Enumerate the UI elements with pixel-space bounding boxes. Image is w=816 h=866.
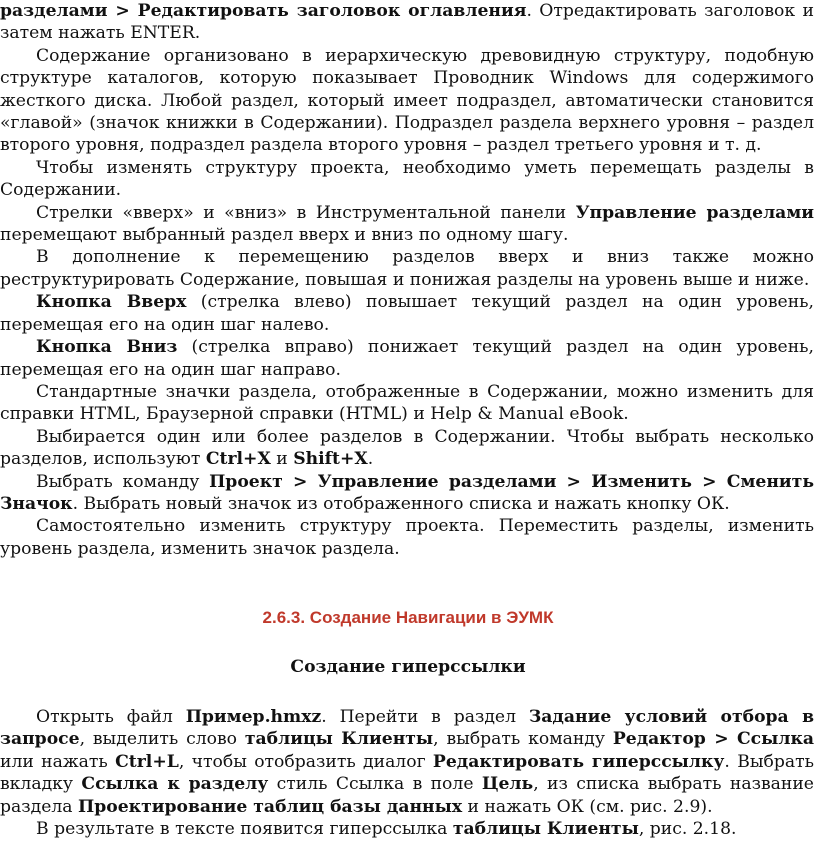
text-run: Самостоятельно изменить структуру проекта. Переместить разделы, изменить уровень раздела, изменить значок раздела. bbox=[0, 516, 814, 559]
text-run: Стандартные значки раздела, отображенные в Содержании, можно изменить для справки HTML, Браузерной справки (HTML) и Help & Manual eBook. bbox=[0, 381, 814, 425]
paragraph bbox=[0, 291, 816, 336]
text-run: Содержание организовано в иерархическую древовидную структуру, подобную структуре каталогов, которую показывает Проводник Windows для содержимого жесткого диска. Любой раздел, который имеет подраздел, автоматически становится «главой» (значок книжки в Содержании). Подраздел раздела верхнего уровня – раздел второго уровня, подраздел раздела второго уровня – раздел третьего уровня и т. д. bbox=[0, 45, 814, 156]
bold-text: Редактировать гиперссылку bbox=[432, 751, 725, 772]
bold-text: Ctrl+L bbox=[115, 751, 179, 772]
text-run: Открыть файл bbox=[36, 707, 186, 727]
text-run: (стрелка вправо) понижает текущий раздел на один уровень, перемещая его на один шаг направо. bbox=[0, 337, 814, 380]
text-run: Выбирается один или более разделов в Содержании. Чтобы выбрать несколько разделов, используют bbox=[0, 426, 814, 470]
text-run: , из списка выбрать название раздела bbox=[0, 774, 814, 817]
bold-text: Проект > Управление разделами > Изменить > Сменить Значок bbox=[0, 471, 814, 514]
paragraph bbox=[0, 818, 816, 840]
section-heading: 2.6.3. Создание Навигации в ЭУМК bbox=[262, 608, 554, 627]
bold-text: Задание условий отбора в запросе bbox=[0, 707, 815, 750]
bold-text: Цель bbox=[481, 774, 534, 795]
text-run: перемещают выбранный раздел вверх и вниз по одному шагу. bbox=[0, 225, 569, 246]
text-run: , выделить слово bbox=[79, 729, 245, 750]
text-run: Выбрать команду bbox=[36, 471, 210, 492]
bold-text: Кнопка Вниз bbox=[36, 337, 178, 358]
text-run: стиль Ссылка в поле bbox=[268, 774, 482, 795]
text-run: и нажать ОК (см. рис. 2.9). bbox=[462, 796, 713, 817]
text-run: , выбрать команду bbox=[433, 729, 613, 750]
text-run: . Перейти в раздел bbox=[321, 707, 529, 727]
paragraph bbox=[0, 45, 816, 157]
text-run: . Выбрать вкладку bbox=[0, 751, 814, 795]
text-run: . bbox=[367, 449, 374, 470]
paragraph bbox=[0, 0, 816, 45]
bold-text: таблицы Клиенты bbox=[244, 729, 434, 750]
paragraph bbox=[0, 246, 816, 291]
paragraph bbox=[0, 381, 816, 426]
bold-text: Shift+X bbox=[293, 449, 368, 470]
bold-text: Кнопка Вверх bbox=[36, 292, 187, 313]
text-run: В результате в тексте появится гиперссылка bbox=[36, 819, 453, 840]
bold-text: Ctrl+X bbox=[205, 449, 271, 470]
paragraph bbox=[0, 471, 816, 516]
text-block-bottom bbox=[0, 706, 816, 840]
bold-text: Пример.hmxz bbox=[185, 707, 322, 727]
paragraph bbox=[0, 706, 816, 818]
paragraph bbox=[0, 515, 816, 560]
bold-text: Редактор > Ссылка bbox=[612, 729, 814, 750]
text-run: В дополнение к перемещению разделов вверх и вниз также можно реструктурировать Содержание, повышая и понижая разделы на уровень выше и ниже. bbox=[0, 247, 814, 290]
bold-text: Управление разделами bbox=[575, 202, 814, 223]
text-run: или нажать bbox=[0, 751, 116, 772]
text-run: и bbox=[270, 449, 294, 470]
bold-text: Ссылка к разделу bbox=[81, 774, 269, 795]
bold-text: таблицы Клиенты bbox=[452, 819, 639, 840]
paragraph bbox=[0, 336, 816, 381]
bold-text: Проектирование таблиц базы данных bbox=[78, 796, 463, 817]
text-run: Стрелки «вверх» и «вниз» в Инструментальной панели bbox=[36, 202, 576, 223]
paragraph bbox=[0, 157, 816, 202]
text-run: . Отредактировать заголовок и затем нажать ENTER. bbox=[0, 1, 815, 44]
subheading: Создание гиперссылки bbox=[290, 657, 526, 677]
text-run: . Выбрать новый значок из отображенного списка и нажать кнопку ОК. bbox=[72, 493, 730, 514]
paragraph bbox=[0, 202, 816, 247]
text-run: Чтобы изменять структуру проекта, необходимо уметь перемещать разделы в Содержании. bbox=[0, 157, 814, 201]
text-run: (стрелка влево) повышает текущий раздел на один уровень, перемещая его на один шаг налево. bbox=[0, 292, 814, 335]
bold-text: разделами > Редактировать заголовок оглавления bbox=[0, 1, 527, 21]
text-block-bottom-body bbox=[0, 706, 816, 840]
text-run: , рис. 2.18. bbox=[638, 819, 737, 840]
paragraph bbox=[0, 426, 816, 471]
text-run: , чтобы отобразить диалог bbox=[178, 751, 433, 772]
